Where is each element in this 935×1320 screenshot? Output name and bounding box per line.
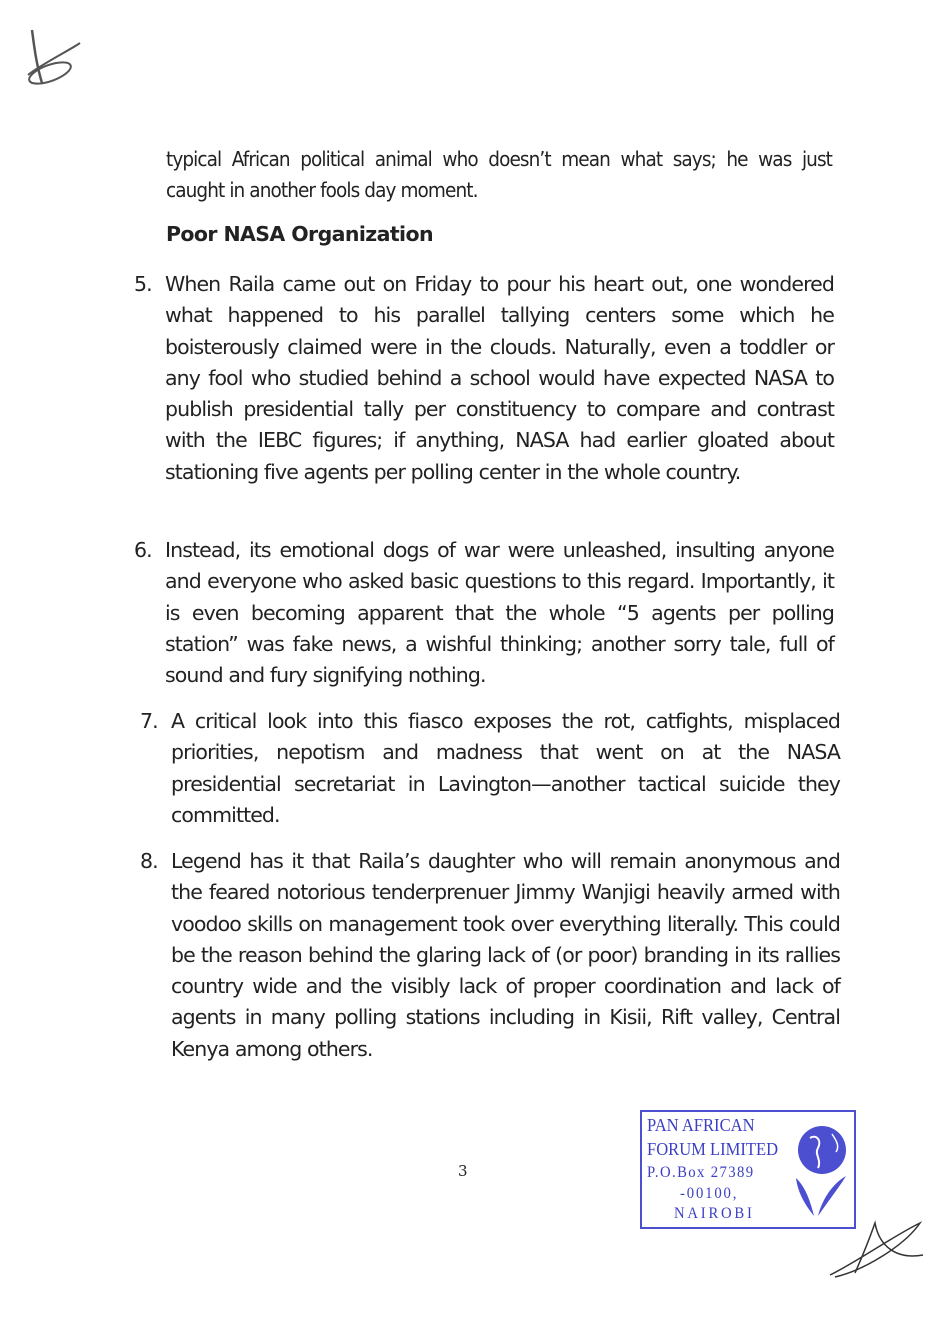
signature-icon [825, 1215, 925, 1280]
company-stamp [640, 1110, 856, 1229]
stamp-line-2: FORUM LIMITED [647, 1139, 779, 1159]
page-number: 3 [458, 1162, 468, 1180]
stamp-line-4: -00100, [680, 1185, 739, 1202]
item-text: When Raila came out on Friday to pour his heart out, one wondered what happened to his parallel tallying centers some which he boisterously claimed were in the clouds. Naturally, even a toddler or any fool who studied behind a school would have expected NASA to publish presidential tally per constituency to compare and contrast with the IEBC figures; if anything, NASA had earlier gloated about stationing five agents per polling center in the whole country. [165, 272, 834, 484]
list-item [140, 706, 840, 831]
stamp-line-5: NAIROBI [674, 1205, 755, 1222]
item-number: 6. [134, 538, 152, 562]
stamp-line-3: P.O.Box 27389 [647, 1164, 755, 1181]
item-text: Legend has it that Raila’s daughter who will remain anonymous and the feared notorious tenderprenuer Jimmy Wanjigi heavily armed with voodoo skills on management took over everything literally. This could be the reason behind the glaring lack of (or poor) branding in its rallies country wide and the visibly lack of proper coordination and lack of agents in many polling stations including in Kisii, Rift valley, Central Kenya among others. [171, 849, 840, 1061]
item-number: 7. [140, 709, 158, 733]
list-item [134, 535, 834, 691]
continuation-paragraph: typical African political animal who doesn’t mean what says; he was just caught in another fools day moment. [166, 147, 832, 203]
item-number: 5. [134, 272, 152, 296]
initials-signature-icon [20, 25, 90, 90]
stamp-line-1: PAN AFRICAN [647, 1115, 755, 1135]
item-text: A critical look into this fiasco exposes the rot, catfights, misplaced priorities, nepotism and madness that went on at the NASA presidential secretariat in Lavington—another tactical suicide they committed. [171, 709, 840, 827]
globe-with-hands-icon [788, 1120, 850, 1220]
section-heading: Poor NASA Organization [166, 222, 433, 246]
list-item [134, 269, 834, 488]
item-text: Instead, its emotional dogs of war were unleashed, insulting anyone and everyone who asked basic questions to this regard. Importantly, it is even becoming apparent that the whole “5 agents per polling station” was fake news, a wishful thinking; another sorry tale, full of sound and fury signifying nothing. [165, 538, 834, 688]
list-item [140, 846, 840, 1065]
item-number: 8. [140, 849, 158, 873]
